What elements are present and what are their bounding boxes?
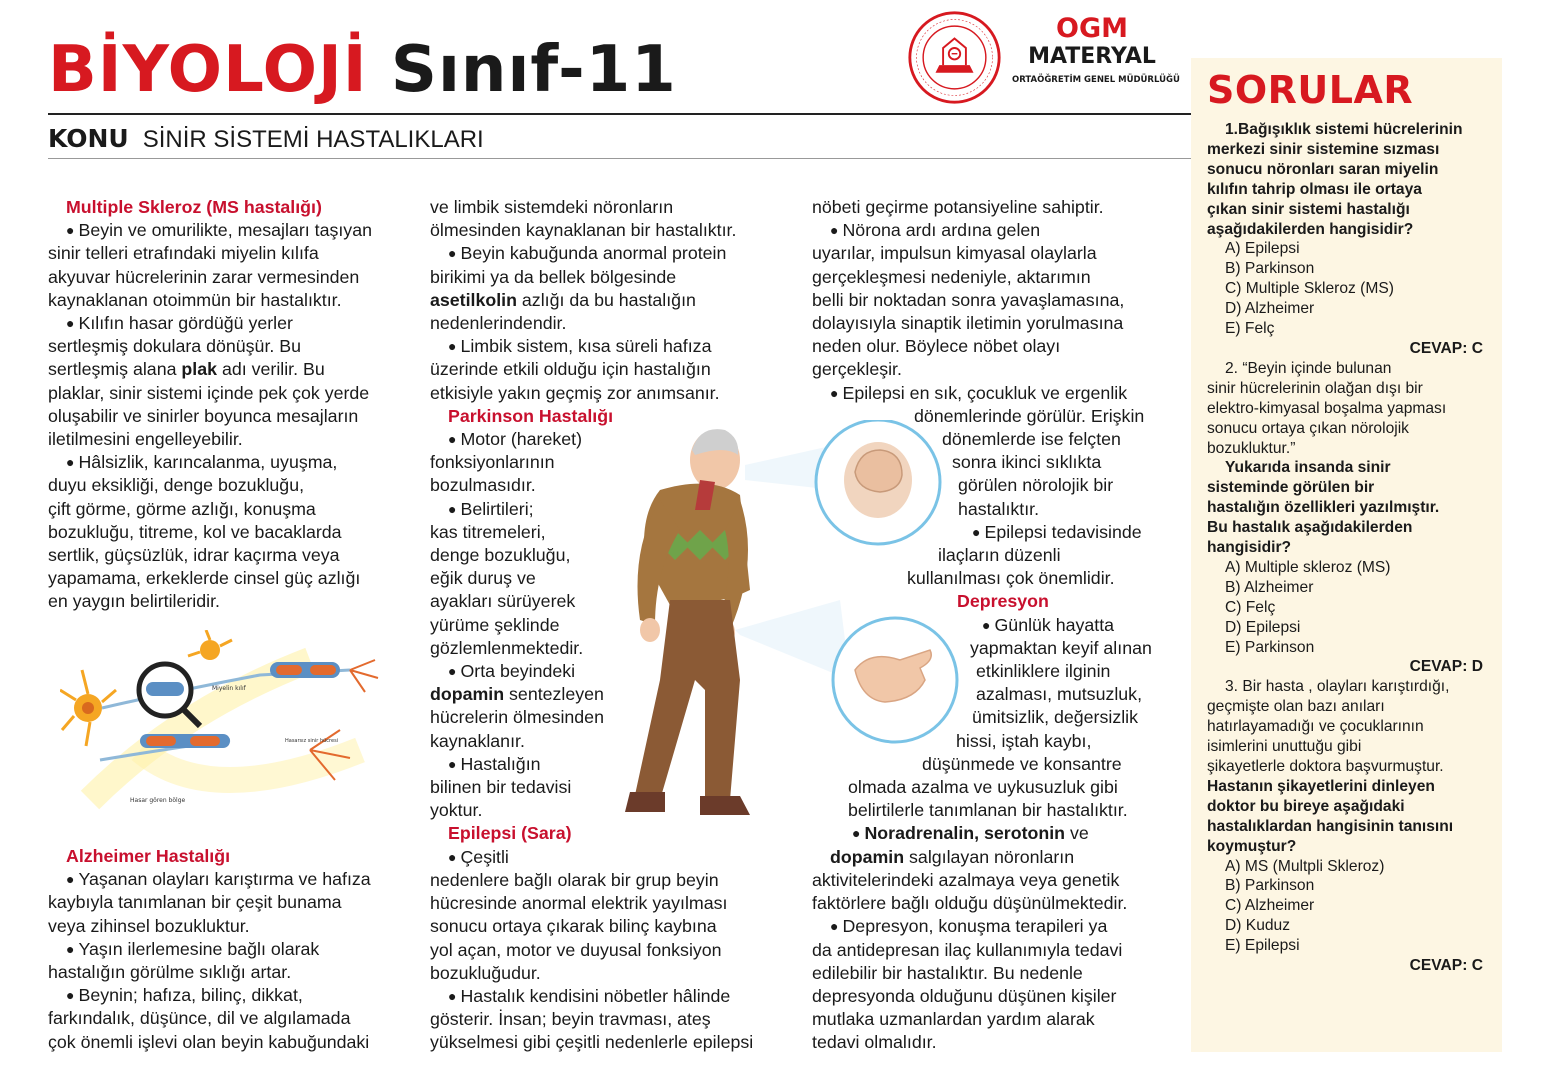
dep-paragraph-3: ● Depresyon, konuşma terapileri ya [812, 915, 1187, 938]
alz-paragraph-3: ● Beynin; hafıza, bilinç, dikkat, [48, 984, 418, 1007]
questions-list [1207, 120, 1497, 976]
text-line: dolayısıyla sinaptik iletimin yorulmasına [812, 313, 1124, 334]
diagram-label: Miyelin kılıf [212, 685, 246, 692]
question-1-text: 1.Bağışıklık sistemi hücrelerinin [1225, 121, 1463, 138]
materyal-logo-text: MATERYAL [1028, 44, 1156, 69]
text-line: faktörlere bağlı olduğu düşünülmektedir. [812, 893, 1128, 914]
answer-option: E) Epilepsi [1225, 937, 1300, 955]
answer-option: D) Alzheimer [1225, 300, 1315, 318]
page-title [48, 30, 677, 110]
text-line: sonucu nöronları saran miyelin [1207, 160, 1439, 178]
text-line: tedavi olmalıdır. [812, 1032, 937, 1053]
header-rule [48, 113, 1193, 115]
text-line: kılıfın tahrip olması ile ortaya [1207, 180, 1422, 198]
answer-option: C) Multiple Skleroz (MS) [1225, 280, 1394, 298]
answer-option: B) Parkinson [1225, 260, 1315, 278]
text-line: Yukarıda insanda sinir [1225, 459, 1391, 477]
text-line: şikayetlerle doktora başvurmuştur. [1207, 758, 1444, 775]
text-line: sinir telleri etrafındaki miyelin kılıfa [48, 243, 319, 264]
text-line: Bu hastalık aşağıdakilerden [1207, 519, 1413, 537]
text-line: ölmesinden kaynaklanan bir hastalıktır. [430, 220, 737, 241]
text-line: kas titremeleri, [430, 521, 546, 542]
alz-paragraph-1: ● Yaşanan olayları karıştırma ve hafıza [48, 868, 418, 891]
alzheimer-heading: Alzheimer Hastalığı [66, 846, 231, 866]
topic-text: SİNİR SİSTEMİ HASTALIKLARI [142, 126, 484, 153]
answer-option: B) Parkinson [1225, 877, 1315, 895]
answer-option: E) Felç [1225, 320, 1275, 338]
text-line: koymuştur? [1207, 837, 1297, 855]
text-line: mutlaka uzmanlardan yardım alarak [812, 1009, 1095, 1030]
epi-paragraph-2: ● Hastalık kendisini nöbetler hâlinde [430, 985, 800, 1008]
text-line: iletilmesini engelleyebilir. [48, 429, 243, 450]
text-line: farkındalık, düşünce, dil ve algılamada [48, 1008, 351, 1029]
text-line: doktor bu bireye aşağıdaki [1207, 797, 1405, 815]
ms-paragraph-1: ● Beyin ve omurilikte, mesajları taşıyan [48, 219, 418, 242]
text-line: ümitsizlik, değersizlik [972, 707, 1138, 728]
text-line: görülen nörolojik bir [958, 475, 1114, 496]
text-line: hastalığın özellikleri yazılmıştır. [1207, 499, 1440, 517]
text-line: çok önemli işlevi olan beyin kabuğundaki [48, 1031, 370, 1052]
text-line: hatırlayamadığı ve çocuklarının [1207, 718, 1424, 736]
text-line: elektro-kimyasal boşalma yapması [1207, 399, 1447, 417]
park-paragraph-4: ● Hastalığın [430, 753, 800, 776]
text-line: etkinliklere ilginin [976, 661, 1111, 682]
epi-paragraph-5: ● Epilepsi tedavisinde [812, 521, 1187, 544]
text-line: aşağıdakilerden hangisidir? [1207, 220, 1414, 238]
text-line: neden olur. Böylece nöbet olayı [812, 336, 1061, 357]
column-2 [430, 196, 800, 1055]
text-line: ve limbik sistemdeki nöronların [430, 197, 674, 217]
text-line: akyuvar hücrelerinin zarar vermesinden [48, 266, 360, 287]
text-line: sinir hücrelerinin olağan dışı bir [1207, 379, 1423, 397]
park-paragraph-1: ● Motor (hareket) [430, 428, 800, 451]
text-line: aktivitelerindeki azalmaya veya genetik [812, 869, 1120, 890]
text-line: veya zihinsel bozukluktur. [48, 915, 250, 936]
topic-rule [48, 158, 1193, 159]
text-line: yükselmesi gibi çeşitli nedenlerle epilepsi [430, 1032, 754, 1053]
answer-key: CEVAP: D [1409, 658, 1483, 676]
topic-line [48, 124, 484, 155]
text-line: nedenlere bağlı olarak bir grup beyin [430, 869, 719, 890]
text-line: uyarılar, impulsun kimyasal olaylarla [812, 243, 1097, 264]
diagram-label: Hasar gören bölge [130, 797, 186, 804]
text-line: bozukluğudur. [430, 962, 541, 983]
dep-paragraph-2: ● Noradrenalin, serotonin ve [812, 822, 1187, 845]
text-line: hissi, iştah kaybı, [956, 730, 1092, 751]
subject-title: BİYOLOJİ [48, 33, 368, 107]
text-line: dopamin sentezleyen [430, 684, 604, 705]
text-line: yürüme şeklinde [430, 614, 560, 635]
text-line: kaynaklanan otoimmün bir hastalıktır. [48, 289, 342, 310]
text-line: bozukluğu, titreme, kol ve bacaklarda [48, 521, 342, 542]
answer-option: A) Multiple skleroz (MS) [1225, 558, 1391, 576]
text-line: bilinen bir tedavisi [430, 777, 572, 798]
text-line: yol açan, motor ve duyusal fonksiyon [430, 939, 722, 960]
text-line: belli bir noktadan sonra yavaşlamasına, [812, 289, 1125, 310]
text-line: gösterir. İnsan; beyin travması, ateş [430, 1009, 711, 1030]
text-line: sisteminde görülen bir [1207, 479, 1375, 497]
dep-paragraph-1: ● Günlük hayatta [812, 614, 1187, 637]
text-line: merkezi sinir sistemine sızması [1207, 140, 1440, 158]
text-line: kaynaklanır. [430, 730, 525, 751]
neuron-cell-icon [188, 630, 232, 660]
ms-heading: Multiple Skleroz (MS hastalığı) [66, 197, 322, 217]
ogm-subtitle: ORTAÖĞRETİM GENEL MÜDÜRLÜĞÜ [1012, 75, 1180, 85]
text-line: Hastanın şikayetlerini dinleyen [1207, 777, 1435, 795]
column-1-alzheimer [48, 845, 418, 1054]
answer-option: C) Felç [1225, 598, 1276, 616]
alz-paragraph-4: ● Beyin kabuğunda anormal protein [430, 242, 800, 265]
text-line: düşünmede ve konsantre [922, 753, 1122, 774]
parkinson-heading: Parkinson Hastalığı [448, 405, 614, 426]
text-line: etkisiyle yakın geçmiş zor anımsanır. [430, 382, 720, 403]
text-line: bozukluktur.” [1207, 439, 1296, 457]
text-line: geçmişte olan bazı anıları [1207, 698, 1385, 716]
column-3-top [812, 196, 1187, 1055]
answer-option: A) MS (Multpli Skleroz) [1225, 857, 1385, 875]
text-line: gözlemlenmektedir. [430, 637, 584, 658]
text-line: isimlerini unuttuğu gibi [1207, 738, 1362, 756]
text-line: sertleşmiş dokulara dönüşür. Bu [48, 336, 302, 357]
text-line: olmada azalma ve uykusuzluk gibi [848, 777, 1118, 798]
answer-option: D) Kuduz [1225, 917, 1291, 935]
epilepsy-heading: Epilepsi (Sara) [448, 823, 572, 844]
ms-paragraph-2: ● Kılıfın hasar gördüğü yerler [48, 312, 418, 335]
alz-paragraph-5: ● Limbik sistem, kısa süreli hafıza [430, 335, 800, 358]
text-line: çift görme, görme azlığı, konuşma [48, 498, 316, 519]
question-2-text: 2. “Beyin içinde bulunan [1225, 359, 1392, 377]
diagram-label: Hasarsız sinir hücresi [285, 738, 339, 744]
text-line: edilebilir bir hastalıktır. Bu nedenle [812, 962, 1083, 983]
grade-title: Sınıf-11 [390, 33, 677, 107]
alz-paragraph-2: ● Yaşın ilerlemesine bağlı olarak [48, 938, 418, 961]
text-line: oluşabilir ve sinirler boyunca mesajların [48, 405, 359, 426]
answer-option: E) Parkinson [1225, 638, 1315, 656]
text-line: eğik duruş ve [430, 568, 536, 589]
text-line: sertleşmiş alana plak adı verilir. Bu [48, 359, 325, 380]
question-3-text: 3. Bir hasta , olayları karıştırdığı, [1225, 678, 1450, 696]
answer-option: D) Epilepsi [1225, 618, 1301, 636]
ministry-seal-logo [907, 10, 1002, 105]
depression-heading: Depresyon [957, 591, 1049, 612]
text-line: da antidepresan ilaç kullanımıyla tedavi [812, 939, 1123, 960]
questions-title: SORULAR [1207, 68, 1414, 112]
text-line: azalması, mutsuzluk, [976, 684, 1143, 705]
text-line: dönemlerinde görülür. Erişkin [914, 405, 1145, 426]
ms-neuron-diagram [60, 630, 380, 820]
text-line: belirtilerle tanımlanan bir hastalıktır. [848, 800, 1128, 821]
text-line: asetilkolin azlığı da bu hastalığın [430, 289, 696, 310]
text-line: yoktur. [430, 800, 483, 821]
text-line: sertlik, güçsüzlük, idrar kaçırma veya [48, 545, 340, 566]
text-line: dönemlerde ise felçten [942, 429, 1121, 450]
ogm-logo-text: OGM [1056, 13, 1128, 44]
answer-option: B) Alzheimer [1225, 578, 1314, 596]
text-line: sonra ikinci sıklıkta [952, 452, 1102, 473]
text-line: sonucu ortaya çıkarak bilinç kaybına [430, 916, 717, 937]
answer-option: C) Alzheimer [1225, 897, 1315, 915]
text-line: kaybıyla tanımlanan bir çeşit bunama [48, 892, 342, 913]
epi-paragraph-3: ● Nörona ardı ardına gelen [812, 219, 1187, 242]
text-line: hücresinde anormal elektrik yayılması [430, 893, 728, 914]
text-line: hastalığın görülme sıklığı artar. [48, 962, 292, 983]
text-line: yapmaktan keyif alınan [970, 637, 1152, 658]
text-line: yapamama, erkeklerde cinsel güç azlığı [48, 568, 361, 589]
text-line: plaklar, sinir sistemi içinde pek çok yerde [48, 382, 370, 403]
ms-paragraph-3: ● Hâlsizlik, karıncalanma, uyuşma, [48, 451, 418, 474]
text-line: ilaçların düzenli [938, 545, 1061, 566]
text-line: denge bozukluğu, [430, 545, 571, 566]
text-line: üzerinde etkili olduğu için hastalığın [430, 359, 711, 380]
text-line: bozulmasıdır. [430, 475, 536, 496]
text-line: dopamin salgılayan nöronların [830, 846, 1075, 867]
text-line: ayakları sürüyerek [430, 591, 576, 612]
text-line: kullanılması çok önemlidir. [907, 568, 1115, 589]
text-line: nedenlerindendir. [430, 313, 567, 334]
answer-key: CEVAP: C [1409, 957, 1483, 975]
text-line: sonucu ortaya çıkan nörolojik [1207, 419, 1409, 437]
topic-label: KONU [48, 124, 129, 153]
text-line: hastalıktır. [958, 498, 1040, 519]
column-1 [48, 196, 418, 614]
answer-key: CEVAP: C [1409, 339, 1483, 357]
answer-option: A) Epilepsi [1225, 240, 1300, 258]
text-line: duyu eksikliği, denge bozukluğu, [48, 475, 305, 496]
text-line: hücrelerin ölmesinden [430, 707, 604, 728]
epi-paragraph-1: ● Çeşitli [430, 846, 800, 869]
text-line: gerçekleşmesi nedeniyle, aktarımın [812, 266, 1091, 287]
text-line: hangisidir? [1207, 539, 1292, 557]
park-paragraph-3: ● Orta beyindeki [430, 660, 800, 683]
text-line: depresyonda olduğunu düşünen kişiler [812, 985, 1117, 1006]
text-line: en yaygın belirtileridir. [48, 591, 220, 612]
text-line: gerçekleşir. [812, 359, 902, 380]
magnifier-icon [139, 664, 200, 726]
text-line: birikimi ya da bellek bölgesinde [430, 266, 677, 287]
text-line: çıkan sinir sistemi hastalığı [1207, 200, 1410, 218]
text-line: hastalıklardan hangisinin tanısını [1207, 817, 1454, 835]
text-line: fonksiyonlarının [430, 452, 555, 473]
park-paragraph-2: ● Belirtileri; [430, 498, 800, 521]
text-line: nöbeti geçirme potansiyeline sahiptir. [812, 197, 1104, 217]
epi-paragraph-4: ● Epilepsi en sık, çocukluk ve ergenlik [812, 382, 1187, 405]
